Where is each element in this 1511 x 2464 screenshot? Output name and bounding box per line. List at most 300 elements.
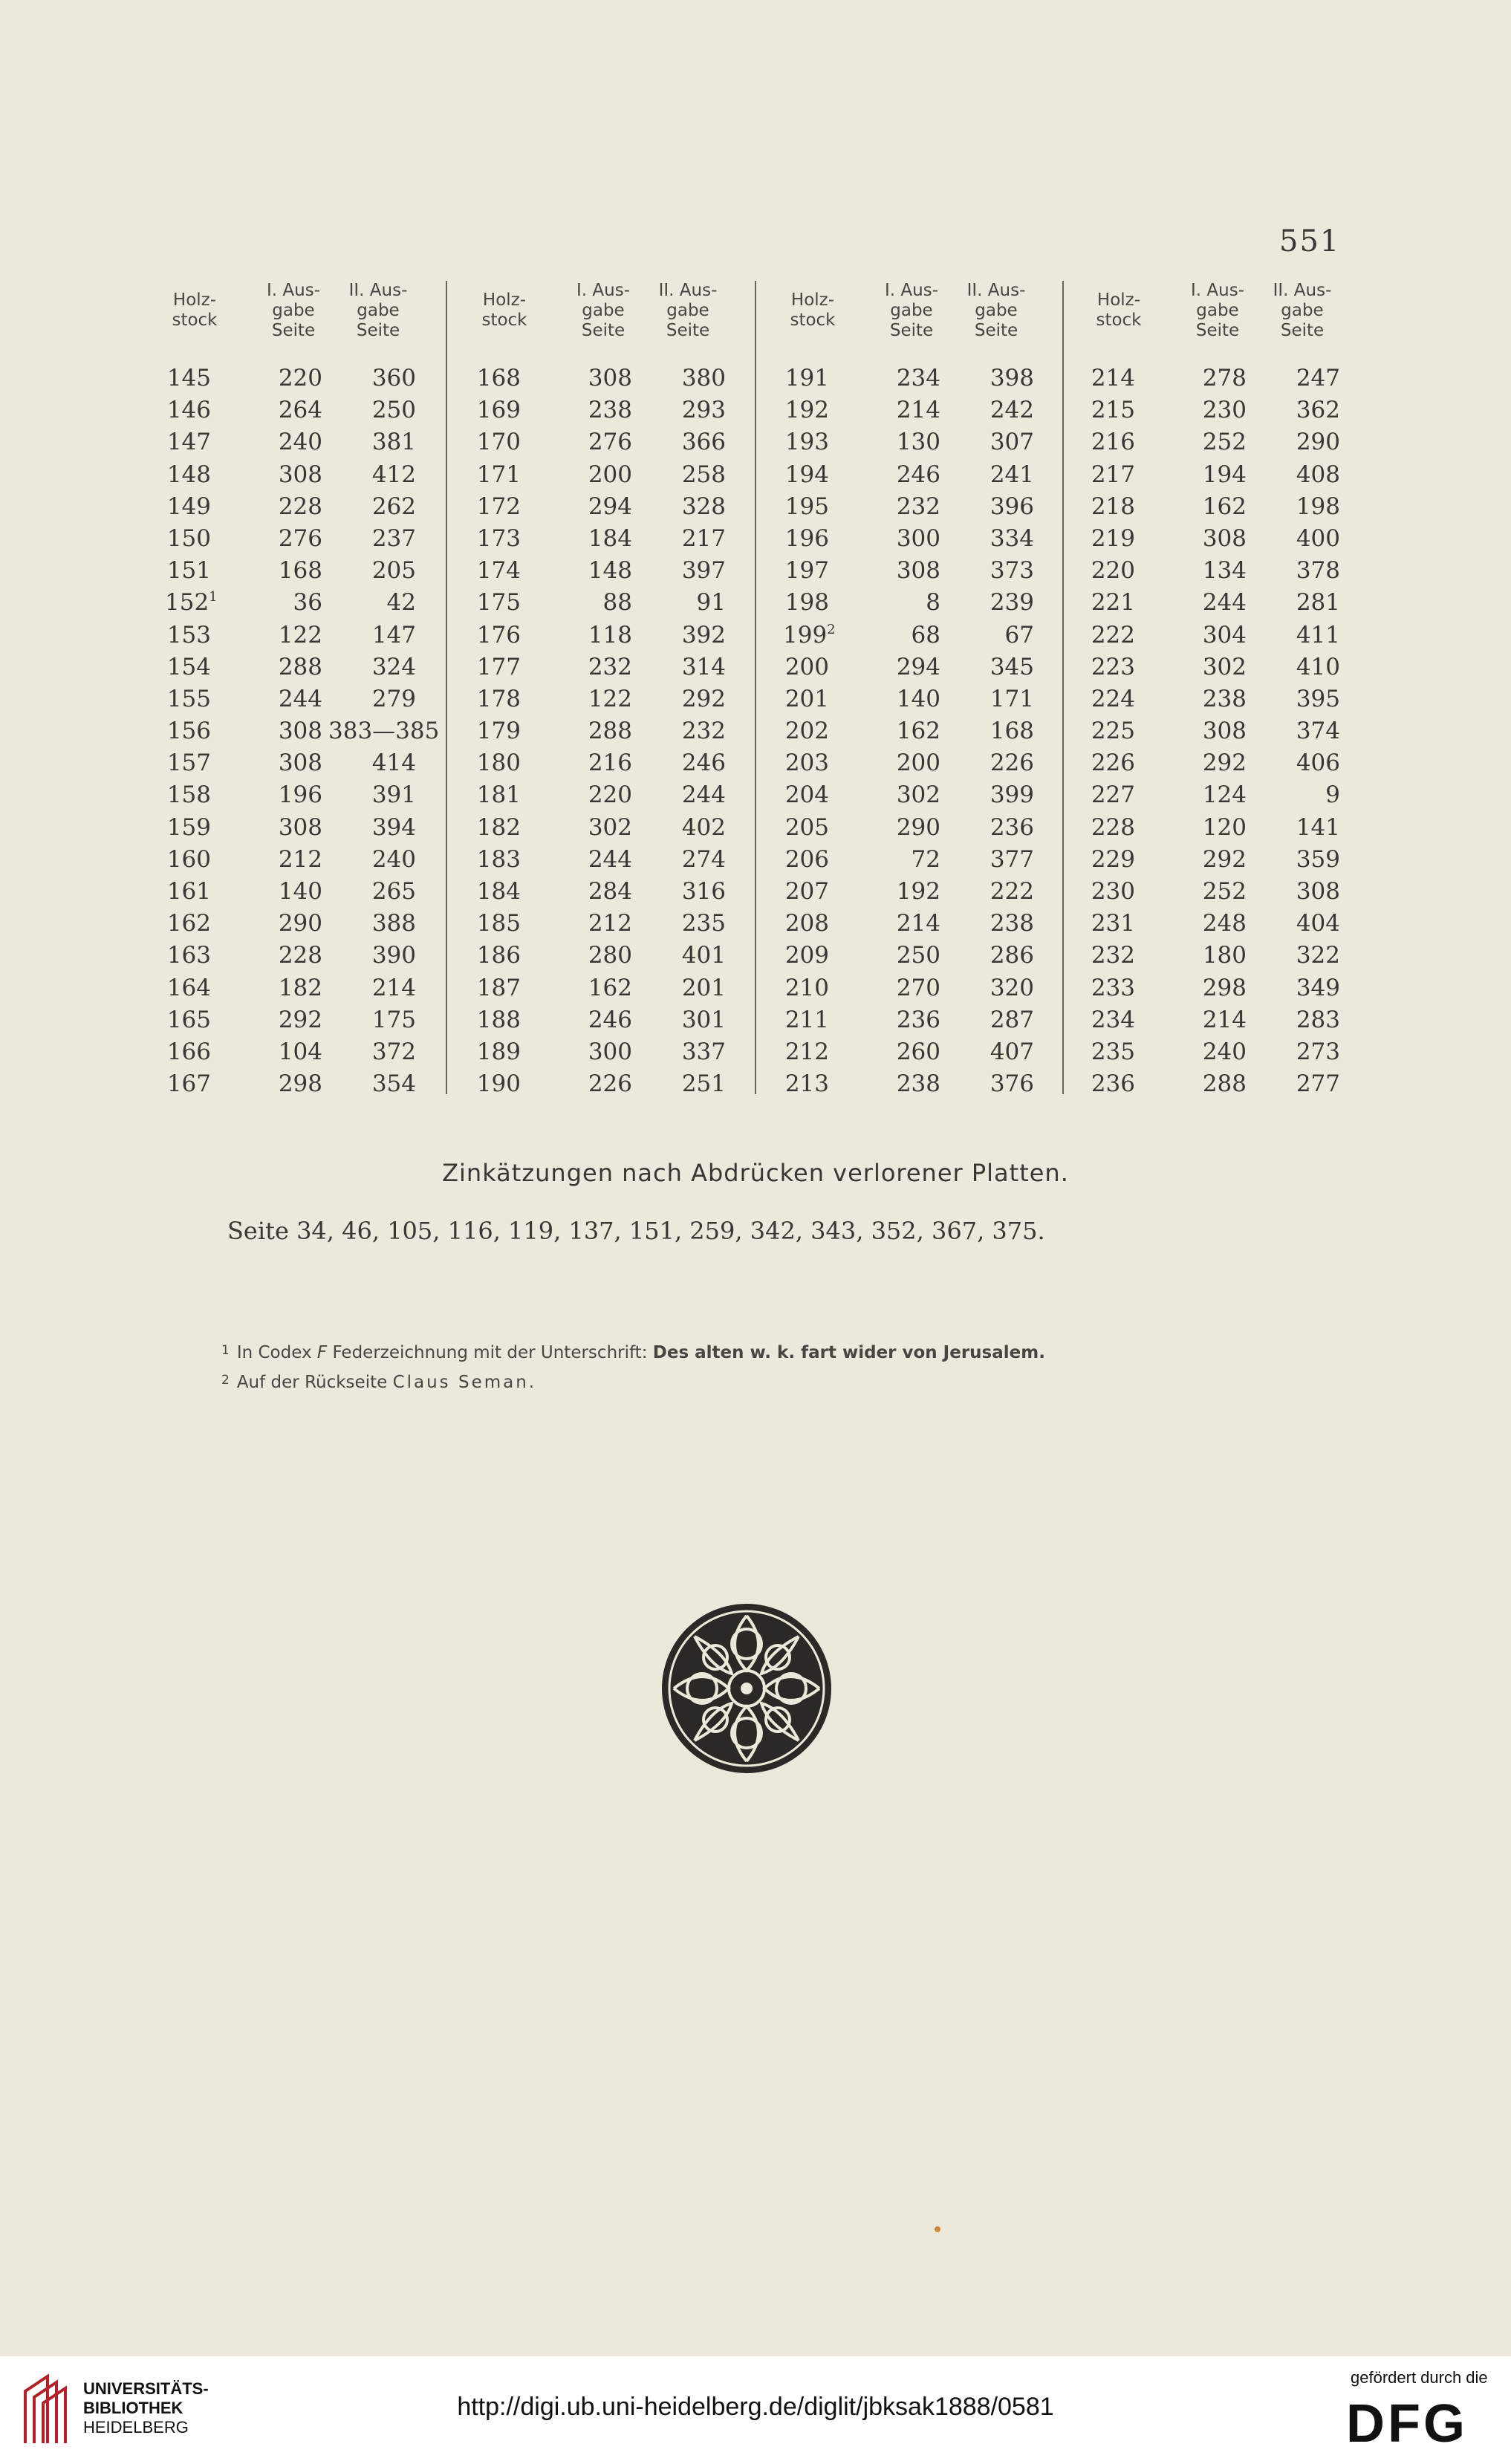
header-line: II. Aus-	[348, 281, 408, 300]
ausgabe1-cell	[1178, 1004, 1247, 1036]
ausgabe2-cell	[328, 715, 440, 747]
cell-value: 217	[681, 524, 726, 552]
header-line: Seite	[666, 321, 710, 340]
cell-value: 235	[1091, 1038, 1135, 1065]
table-row	[783, 491, 1080, 523]
cell-value: 166	[166, 1038, 211, 1065]
table-group	[783, 281, 1080, 1100]
cell-value: 213	[784, 1070, 829, 1098]
cell-value: 184	[476, 878, 521, 905]
cell-value: 186	[476, 942, 521, 969]
cell-value: 177	[476, 653, 521, 680]
table-row	[165, 812, 462, 844]
holzstock-cell	[165, 587, 218, 619]
header-line: Seite	[271, 321, 316, 340]
ausgabe2-cell	[1252, 940, 1340, 972]
table-row	[1089, 779, 1386, 811]
ausgabe1-cell	[254, 523, 322, 555]
footnote-text: Auf der Rückseite	[236, 1373, 393, 1392]
cell-value: 244	[278, 685, 322, 712]
cell-value: 147	[166, 429, 211, 456]
table-row	[1089, 1068, 1386, 1100]
cell-value: 236	[1091, 1070, 1135, 1098]
table-row	[783, 394, 1080, 426]
table-row	[1089, 587, 1386, 619]
ausgabe1-cell	[872, 812, 940, 844]
header-line: Holz-	[172, 290, 217, 310]
cell-value: 290	[896, 813, 940, 841]
cell-value: 366	[681, 429, 726, 456]
holzstock-cell	[1089, 1036, 1135, 1068]
cell-value: 378	[1296, 557, 1340, 585]
dfg-logo: DFG	[1346, 2394, 1468, 2454]
cell-value: 134	[1202, 557, 1247, 585]
ausgabe1-cell	[254, 908, 322, 940]
cell-value: 302	[1202, 653, 1247, 680]
cell-value: 68	[911, 621, 940, 648]
ausgabe1-cell	[1178, 844, 1247, 876]
cell-value: 220	[588, 781, 632, 809]
cell-value: 168	[476, 365, 521, 391]
cell-value: 159	[166, 813, 211, 841]
holzstock-cell	[475, 1004, 521, 1036]
ausgabe1-cell	[1178, 620, 1247, 651]
holzstock-cell	[1089, 459, 1135, 491]
cell-value: 407	[990, 1038, 1034, 1065]
cell-value: 199	[783, 621, 828, 648]
holzstock-cell	[475, 394, 521, 426]
cell-value: 165	[166, 1006, 211, 1033]
ausgabe2-cell	[1252, 844, 1340, 876]
cell-value: 194	[1202, 461, 1247, 488]
table-row	[783, 972, 1080, 1004]
cell-value: 238	[990, 910, 1034, 937]
cell-value: 154	[166, 653, 211, 680]
cell-value: 145	[166, 365, 211, 391]
cell-value: 168	[990, 718, 1034, 745]
table-row	[475, 844, 772, 876]
cell-value: 228	[278, 942, 322, 969]
holzstock-cell	[783, 876, 829, 908]
cell-value: 410	[1296, 653, 1340, 680]
cell-value: 288	[278, 653, 322, 680]
ausgabe1-cell	[564, 715, 632, 747]
holzstock-cell	[1089, 620, 1135, 651]
ausgabe2-cell	[328, 747, 416, 779]
cell-value: 148	[166, 461, 211, 488]
seite-line: Seite 34, 46, 105, 116, 119, 137, 151, 259, 342, 343, 352, 367, 375.	[227, 1217, 1045, 1245]
ausgabe2-cell	[638, 363, 726, 394]
table-header	[783, 281, 1080, 363]
header-line: II. Aus-	[966, 281, 1026, 300]
cell-value: 216	[588, 750, 632, 777]
cell-value: 270	[896, 974, 940, 1001]
funded-by-text: gefördert durch die	[1351, 2368, 1488, 2387]
holzstock-cell	[1089, 683, 1135, 715]
table-row	[475, 394, 772, 426]
header-line: Seite	[889, 321, 934, 340]
table-row	[783, 715, 1080, 747]
footnote-marker: 2	[827, 621, 836, 637]
ausgabe1-cell	[254, 1004, 322, 1036]
holzstock-cell	[165, 779, 211, 811]
ausgabe2-cell	[328, 940, 416, 972]
ausgabe2-cell	[328, 555, 416, 587]
header-line: stock	[790, 311, 836, 330]
cell-value: 288	[1202, 1070, 1247, 1098]
cell-value: 411	[1296, 621, 1340, 648]
header-holzstock	[165, 290, 224, 331]
cell-value: 162	[1202, 493, 1247, 520]
ausgabe1-cell	[564, 972, 632, 1004]
holzstock-cell	[1089, 394, 1135, 426]
ausgabe1-cell	[1178, 940, 1247, 972]
holzstock-cell	[1089, 908, 1135, 940]
cell-value: 198	[784, 589, 829, 617]
table-row	[165, 908, 462, 940]
holzstock-cell	[1089, 972, 1135, 1004]
ausgabe1-cell	[872, 1036, 940, 1068]
cell-value: 234	[1091, 1006, 1135, 1033]
cell-value: 250	[371, 397, 416, 424]
ausgabe2-cell	[946, 1068, 1034, 1100]
header-holzstock	[475, 290, 534, 331]
library-line: BIBLIOTHEK	[83, 2399, 183, 2417]
cell-value: 91	[696, 589, 726, 617]
ausgabe2-cell	[638, 940, 726, 972]
ausgabe1-cell	[1178, 363, 1247, 394]
cell-value: 414	[371, 750, 416, 777]
header-holzstock	[1089, 290, 1148, 331]
cell-value: 122	[588, 685, 632, 712]
cell-value: 298	[278, 1070, 322, 1098]
cell-value: 242	[990, 397, 1034, 424]
cell-value: 322	[1296, 942, 1340, 969]
column-divider	[755, 281, 756, 1094]
cell-value: 377	[990, 845, 1034, 873]
ausgabe1-cell	[564, 908, 632, 940]
table-row	[165, 844, 462, 876]
cell-value: 202	[784, 718, 829, 745]
table-row	[165, 683, 462, 715]
ausgabe2-cell	[946, 394, 1034, 426]
cell-value: 181	[476, 781, 521, 809]
table-row	[165, 779, 462, 811]
cell-value: 188	[476, 1006, 521, 1033]
holzstock-cell	[475, 426, 521, 458]
holzstock-cell	[783, 908, 829, 940]
cell-value: 276	[278, 524, 322, 552]
holzstock-cell	[783, 523, 829, 555]
cell-value: 205	[371, 557, 416, 585]
ausgabe2-cell	[1252, 363, 1340, 394]
cell-value: 376	[990, 1070, 1034, 1098]
ausgabe1-cell	[1178, 1036, 1247, 1068]
cell-value: 130	[896, 429, 940, 456]
ausgabe2-cell	[946, 876, 1034, 908]
holzstock-cell	[783, 1004, 829, 1036]
cell-value: 221	[1091, 589, 1135, 617]
cell-value: 180	[1202, 942, 1247, 969]
cell-value: 239	[990, 589, 1034, 617]
ausgabe1-cell	[254, 620, 322, 651]
cell-value: 146	[166, 397, 211, 424]
holzstock-cell	[1089, 779, 1135, 811]
holzstock-cell	[165, 363, 211, 394]
footnote-2	[221, 1373, 536, 1392]
table-row	[475, 363, 772, 394]
footnote-codex: F	[316, 1343, 328, 1362]
cell-value: 390	[371, 942, 416, 969]
holzstock-cell	[475, 876, 521, 908]
cell-value: 304	[1202, 621, 1247, 648]
footnote-1	[221, 1343, 1045, 1362]
cell-value: 169	[476, 397, 521, 424]
footnote-text: Federzeichnung mit der Unterschrift:	[327, 1343, 653, 1362]
holzstock-cell	[475, 779, 521, 811]
ausgabe2-cell	[638, 844, 726, 876]
ausgabe1-cell	[254, 715, 322, 747]
ausgabe2-cell	[638, 1068, 726, 1100]
ausgabe1-cell	[1178, 587, 1247, 619]
cell-value: 232	[896, 493, 940, 520]
header-line: Holz-	[790, 290, 835, 310]
cell-value: 264	[278, 397, 322, 424]
header-line: stock	[481, 311, 527, 330]
table-row	[1089, 459, 1386, 491]
cell-value: 214	[896, 397, 940, 424]
cell-value: 292	[1202, 845, 1247, 873]
holzstock-cell	[1089, 363, 1135, 394]
cell-value: 183	[476, 845, 521, 873]
cell-value: 164	[166, 974, 211, 1001]
cell-value: 173	[476, 524, 521, 552]
ausgabe2-cell	[1252, 587, 1340, 619]
holzstock-cell	[783, 459, 829, 491]
cell-value: 171	[990, 685, 1034, 712]
table-row	[783, 459, 1080, 491]
ausgabe1-cell	[872, 459, 940, 491]
header-line: stock	[1096, 311, 1142, 330]
cell-value: 273	[1296, 1038, 1340, 1065]
holzstock-cell	[1089, 876, 1135, 908]
table-row	[783, 363, 1080, 394]
header-ausgabe2	[1254, 281, 1351, 341]
ausgabe2-cell	[638, 394, 726, 426]
ausgabe1-cell	[872, 426, 940, 458]
holzstock-cell	[1089, 747, 1135, 779]
table-row	[165, 459, 462, 491]
ausgabe2-cell	[638, 1036, 726, 1068]
table-row	[1089, 491, 1386, 523]
table-row	[475, 426, 772, 458]
table-row	[783, 1036, 1080, 1068]
ausgabe1-cell	[1178, 459, 1247, 491]
header-line: gabe	[666, 301, 709, 320]
cell-value: 262	[371, 493, 416, 520]
table-row	[165, 651, 462, 683]
cell-value: 240	[1202, 1038, 1247, 1065]
cell-value: 292	[1202, 750, 1247, 777]
table-row	[1089, 844, 1386, 876]
holzstock-cell	[1089, 555, 1135, 587]
cell-value: 175	[371, 1006, 416, 1033]
ausgabe1-cell	[872, 523, 940, 555]
cell-value: 182	[476, 813, 521, 841]
table-row	[1089, 812, 1386, 844]
cell-value: 212	[588, 910, 632, 937]
ausgabe2-cell	[328, 394, 416, 426]
cell-value: 196	[278, 781, 322, 809]
holzstock-cell	[1089, 426, 1135, 458]
ausgabe1-cell	[254, 940, 322, 972]
cell-value: 362	[1296, 397, 1340, 424]
ausgabe2-cell	[946, 620, 1034, 651]
ausgabe2-cell	[638, 908, 726, 940]
ausgabe1-cell	[872, 363, 940, 394]
header-line: II. Aus-	[1273, 281, 1332, 300]
cell-value: 381	[371, 429, 416, 456]
table-row	[1089, 620, 1386, 651]
cell-value: 240	[278, 429, 322, 456]
table-row	[165, 940, 462, 972]
header-line: gabe	[357, 301, 400, 320]
header-line: II. Aus-	[658, 281, 718, 300]
holzstock-cell	[165, 1036, 211, 1068]
cell-value: 320	[990, 974, 1034, 1001]
table-row	[783, 523, 1080, 555]
cell-value: 402	[681, 813, 726, 841]
table-rows	[475, 363, 772, 1100]
cell-value: 308	[278, 718, 322, 745]
ausgabe1-cell	[1178, 491, 1247, 523]
ausgabe1-cell	[1178, 747, 1247, 779]
cell-value: 277	[1296, 1070, 1340, 1098]
ausgabe2-cell	[1252, 459, 1340, 491]
ausgabe1-cell	[872, 555, 940, 587]
holzstock-cell	[783, 426, 829, 458]
ausgabe2-cell	[946, 972, 1034, 1004]
cell-value: 201	[784, 685, 829, 712]
cell-value: 279	[371, 685, 416, 712]
footnote-number: 1	[221, 1343, 230, 1358]
source-url[interactable]: http://digi.ub.uni-heidelberg.de/diglit/jbksak1888/0581	[457, 2393, 1054, 2421]
cell-value: 162	[896, 718, 940, 745]
holzstock-cell	[165, 683, 211, 715]
cell-value: 162	[588, 974, 632, 1001]
ausgabe2-cell	[1252, 715, 1340, 747]
header-line: I. Aus-	[267, 281, 320, 300]
ausgabe1-cell	[872, 491, 940, 523]
cell-value: 147	[371, 621, 416, 648]
cell-value: 200	[784, 653, 829, 680]
cell-value: 215	[1091, 397, 1135, 424]
ausgabe2-cell	[946, 651, 1034, 683]
cell-value: 396	[990, 493, 1034, 520]
cell-value: 151	[166, 557, 211, 585]
cell-value: 8	[926, 589, 940, 617]
holzstock-cell	[1089, 651, 1135, 683]
cell-value: 198	[1296, 493, 1340, 520]
header-ausgabe1	[1177, 281, 1258, 341]
ausgabe2-cell	[638, 876, 726, 908]
ausgabe1-cell	[1178, 715, 1247, 747]
holzstock-cell	[783, 1036, 829, 1068]
holzstock-cell	[783, 972, 829, 1004]
cell-value: 388	[371, 910, 416, 937]
holzstock-cell	[165, 940, 211, 972]
cell-value: 238	[896, 1070, 940, 1098]
cell-value: 36	[293, 589, 322, 617]
holzstock-cell	[1089, 587, 1135, 619]
cell-value: 308	[1202, 718, 1247, 745]
table-row	[475, 940, 772, 972]
cell-value: 214	[1091, 365, 1135, 391]
cell-value: 217	[1091, 461, 1135, 488]
cell-value: 140	[896, 685, 940, 712]
header-ausgabe1	[871, 281, 952, 341]
cell-value: 236	[990, 813, 1034, 841]
holzstock-cell	[783, 587, 829, 619]
cell-value: 189	[476, 1038, 521, 1065]
ausgabe2-cell	[1252, 523, 1340, 555]
ausgabe1-cell	[254, 747, 322, 779]
table-row	[475, 491, 772, 523]
ausgabe1-cell	[564, 940, 632, 972]
cell-value: 88	[602, 589, 632, 617]
header-line: gabe	[890, 301, 933, 320]
cell-value: 395	[1296, 685, 1340, 712]
header-line: Seite	[974, 321, 1018, 340]
table-row	[475, 1068, 772, 1100]
cell-value: 290	[278, 910, 322, 937]
holzstock-cell	[783, 715, 829, 747]
cell-value: 216	[1091, 429, 1135, 456]
ausgabe2-cell	[946, 459, 1034, 491]
ausgabe1-cell	[254, 587, 322, 619]
ausgabe2-cell	[328, 363, 416, 394]
ausgabe2-cell	[328, 779, 416, 811]
cell-value: 209	[784, 942, 829, 969]
cell-value: 334	[990, 524, 1034, 552]
table-rows	[165, 363, 462, 1100]
ausgabe2-cell	[328, 1004, 416, 1036]
ausgabe1-cell	[872, 394, 940, 426]
header-line: Seite	[1195, 321, 1240, 340]
header-line: stock	[172, 311, 218, 330]
cell-value: 300	[588, 1038, 632, 1065]
cell-value: 153	[166, 621, 211, 648]
cell-value: 287	[990, 1006, 1034, 1033]
cell-value: 176	[476, 621, 521, 648]
cell-value: 174	[476, 557, 521, 585]
cell-value: 274	[681, 845, 726, 873]
cell-value: 194	[784, 461, 829, 488]
holzstock-cell	[1089, 844, 1135, 876]
ausgabe1-cell	[564, 523, 632, 555]
ausgabe2-cell	[946, 844, 1034, 876]
cell-value: 278	[1202, 365, 1247, 391]
ausgabe2-cell	[638, 779, 726, 811]
table-row	[1089, 426, 1386, 458]
cell-value: 324	[371, 653, 416, 680]
cell-value: 251	[681, 1070, 726, 1098]
table-row	[783, 620, 1080, 651]
ausgabe2-cell	[328, 620, 416, 651]
ausgabe1-cell	[564, 876, 632, 908]
ausgabe1-cell	[564, 426, 632, 458]
header-line: I. Aus-	[1191, 281, 1244, 300]
